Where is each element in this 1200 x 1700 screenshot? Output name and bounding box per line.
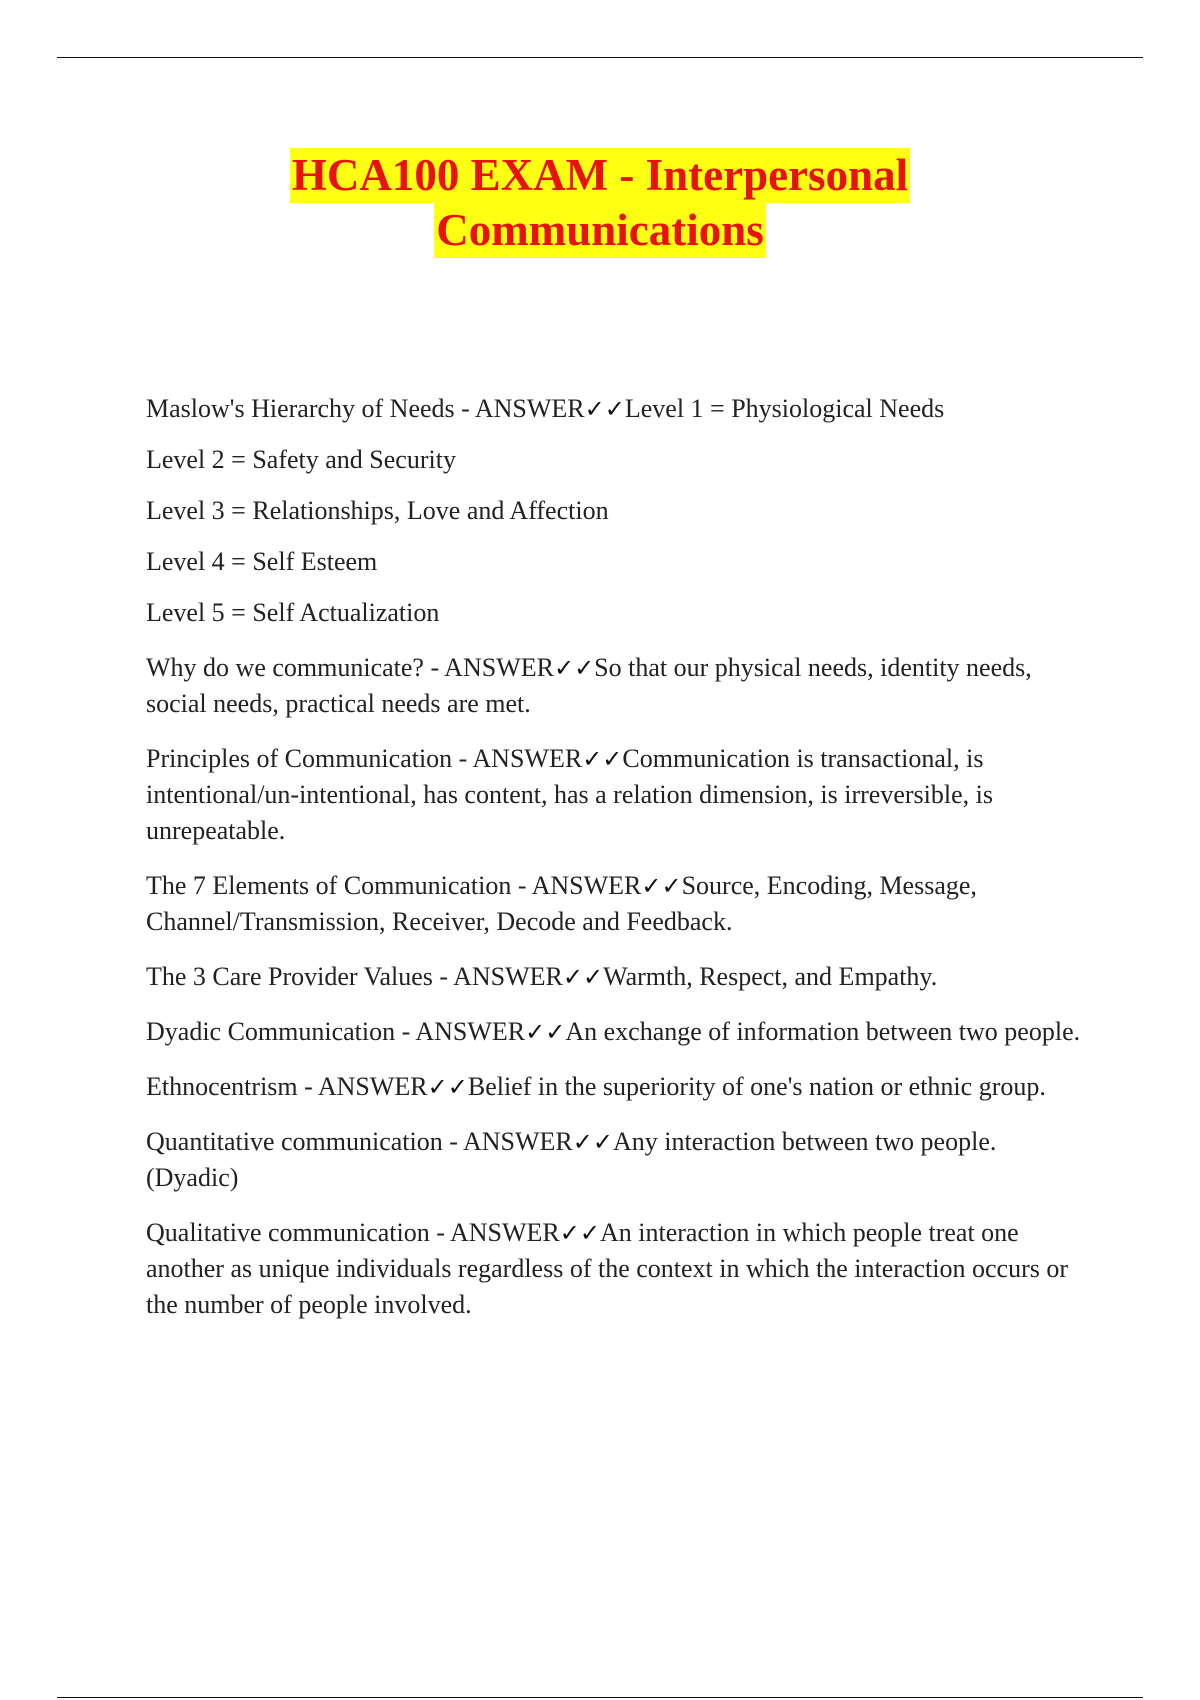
qa-answer: An interaction in which people treat one another as unique individuals regardless of the context in which the interaction occurs or the number of people involved. <box>146 1218 1068 1319</box>
qa-list <box>146 391 1091 1323</box>
qa-entry <box>146 544 1091 580</box>
check-mark-icon: ✓✓ <box>641 872 682 900</box>
check-mark-icon: ✓✓ <box>525 1018 566 1046</box>
qa-answer: Level 1 = Physiological Needs <box>624 394 945 423</box>
qa-answer: Communication is transactional, is intentional/un-intentional, has content, has a relation dimension, is irreversible, is unrepeatable. <box>146 744 993 845</box>
qa-term: Ethnocentrism - ANSWER <box>146 1072 428 1101</box>
qa-entry <box>146 442 1091 478</box>
qa-entry <box>146 741 1091 849</box>
qa-term: Why do we communicate? - ANSWER <box>146 653 554 682</box>
check-mark-icon: ✓✓ <box>562 963 604 991</box>
document-title <box>0 148 1200 258</box>
qa-entry <box>146 493 1091 529</box>
qa-term: Principles of Communication - ANSWER <box>146 744 583 773</box>
qa-answer: An exchange of information between two people. <box>565 1017 1081 1046</box>
bottom-divider <box>57 1697 1143 1698</box>
check-mark-icon: ✓✓ <box>584 395 625 423</box>
title-line-1: HCA100 EXAM - Interpersonal <box>290 148 910 203</box>
qa-entry <box>146 650 1091 722</box>
qa-term: Maslow's Hierarchy of Needs - ANSWER <box>146 394 585 423</box>
check-mark-icon: ✓✓ <box>553 654 595 682</box>
top-divider <box>57 57 1143 58</box>
qa-answer: Belief in the superiority of one's nation or ethnic group. <box>467 1072 1046 1101</box>
check-mark-icon: ✓✓ <box>559 1219 600 1247</box>
qa-answer: So that our physical needs, identity needs, social needs, practical needs are met. <box>146 653 1032 718</box>
qa-term: Dyadic Communication - ANSWER <box>146 1017 526 1046</box>
qa-answer: Level 5 = Self Actualization <box>146 598 440 627</box>
qa-term: Qualitative communication - ANSWER <box>146 1218 560 1247</box>
check-mark-icon: ✓✓ <box>572 1128 613 1156</box>
qa-answer: Level 4 = Self Esteem <box>146 547 378 576</box>
qa-answer: Any interaction between two people. (Dyadic) <box>146 1127 997 1192</box>
qa-answer: Level 2 = Safety and Security <box>146 445 456 474</box>
qa-term: The 7 Elements of Communication - ANSWER <box>146 871 642 900</box>
qa-entry <box>146 1124 1091 1196</box>
qa-entry <box>146 1014 1091 1050</box>
qa-entry <box>146 595 1091 631</box>
qa-entry <box>146 391 1091 427</box>
check-mark-icon: ✓✓ <box>427 1073 468 1101</box>
qa-answer: Level 3 = Relationships, Love and Affection <box>146 496 609 525</box>
title-line-2: Communications <box>434 203 766 258</box>
qa-entry <box>146 1069 1091 1105</box>
qa-term: Quantitative communication - ANSWER <box>146 1127 573 1156</box>
qa-answer: Warmth, Respect, and Empathy. <box>603 962 938 991</box>
check-mark-icon: ✓✓ <box>582 745 623 773</box>
qa-entry <box>146 1215 1091 1323</box>
qa-entry <box>146 959 1091 995</box>
qa-term: The 3 Care Provider Values - ANSWER <box>146 962 563 991</box>
qa-entry <box>146 868 1091 940</box>
qa-answer: Source, Encoding, Message, Channel/Transmission, Receiver, Decode and Feedback. <box>146 871 977 936</box>
